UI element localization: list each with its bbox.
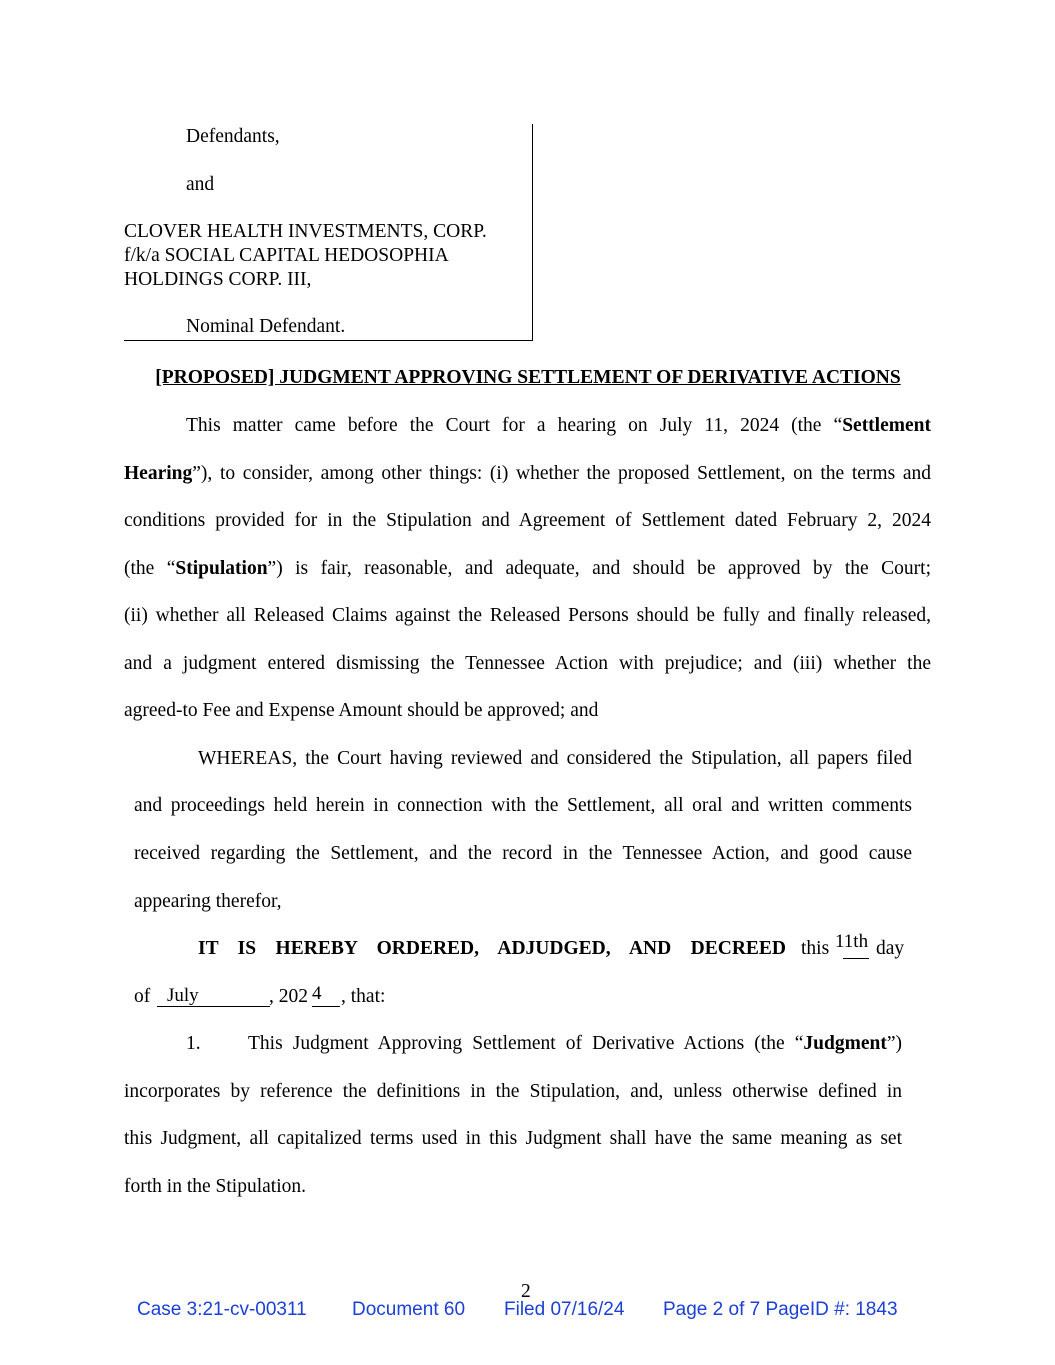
para1-l1-bold: Settlement xyxy=(842,415,931,436)
para2-line3: received regarding the Settlement, and the record in the Tennessee Action, and good cause xyxy=(134,843,912,864)
item1-line1 xyxy=(248,1033,902,1055)
decree-of: of xyxy=(134,986,151,1007)
footer-filed-date: Filed 07/16/24 xyxy=(504,1299,625,1320)
decree-bold xyxy=(198,938,786,960)
year-blank-line xyxy=(312,1006,340,1007)
para1-l4-post: ”) is fair, reasonable, and adequate, and should be approved by the Court; xyxy=(267,558,931,579)
para1-line7: agreed-to Fee and Expense Amount should be approved; and xyxy=(124,700,599,721)
item1-line2: incorporates by reference the definitions in the Stipulation, and, unless otherwise defined in xyxy=(124,1081,902,1102)
caption-defendants: Defendants, xyxy=(186,126,280,147)
para1-l2-bold: Hearing xyxy=(124,463,193,484)
caption-entity-line1: CLOVER HEALTH INVESTMENTS, CORP. xyxy=(124,221,487,242)
para2-line1: WHEREAS, the Court having reviewed and considered the Stipulation, all papers filed xyxy=(198,748,912,769)
footer-page-id: Page 2 of 7 PageID #: 1843 xyxy=(663,1299,898,1320)
item1-line4: forth in the Stipulation. xyxy=(124,1176,306,1197)
para1-l2-text: ”), to consider, among other things: (i) whether the proposed Settlement, on the terms and xyxy=(192,463,931,484)
caption-entity-line3: HOLDINGS CORP. III, xyxy=(124,269,312,290)
para1-line5: (ii) whether all Released Claims against the Released Persons should be fully and finally released, xyxy=(124,605,931,626)
para2-line4: appearing therefor, xyxy=(134,891,282,912)
decree-this: this xyxy=(801,938,830,959)
para1-l4-bold: Stipulation xyxy=(175,558,268,579)
footer-case-number: Case 3:21-cv-00311 xyxy=(137,1299,307,1320)
day-blank-line xyxy=(843,958,869,959)
para2-line2: and proceedings held herein in connection with the Settlement, all oral and written comments xyxy=(134,795,912,816)
footer-document: Document 60 xyxy=(352,1299,466,1320)
para1-line4 xyxy=(124,558,931,580)
caption-nominal-defendant: Nominal Defendant. xyxy=(186,316,346,337)
item1-l1-bold: Judgment xyxy=(803,1033,887,1054)
para1-line6: and a judgment entered dismissing the Tennessee Action with prejudice; and (iii) whether the xyxy=(124,653,931,674)
page-number: 2 xyxy=(521,1281,531,1302)
document-title: [PROPOSED] JUDGMENT APPROVING SETTLEMENT OF DERIVATIVE ACTIONS xyxy=(155,367,901,388)
day-fill: 11th xyxy=(835,931,869,952)
item1-line3: this Judgment, all capitalized terms used in this Judgment shall have the same meaning as set xyxy=(124,1128,902,1149)
caption-entity-line2: f/k/a SOCIAL CAPITAL HEDOSOPHIA xyxy=(124,245,449,266)
decree-that: , that: xyxy=(341,986,386,1007)
decree-day-word: day xyxy=(876,938,905,959)
item1-number: 1. xyxy=(186,1033,201,1054)
item1-l1-post: ”) xyxy=(886,1033,902,1054)
item1-l1-pre: This Judgment Approving Settlement of Derivative Actions (the “ xyxy=(248,1033,804,1054)
month-fill: July xyxy=(167,985,199,1006)
para1-line2 xyxy=(124,463,931,485)
para1-l1-text: This matter came before the Court for a hearing on July 11, 2024 (the “ xyxy=(186,415,843,436)
caption-and: and xyxy=(186,174,215,195)
decree-year-prefix: , 202 xyxy=(269,986,308,1007)
para1-line1 xyxy=(186,415,931,437)
para1-line3: conditions provided for in the Stipulation and Agreement of Settlement dated February 2, 2024 xyxy=(124,510,931,531)
para1-l4-pre: (the “ xyxy=(124,558,176,579)
decree-bold-text: IT IS HEREBY ORDERED, ADJUDGED, AND DECREED xyxy=(198,938,786,959)
year-fill: 4 xyxy=(312,983,322,1004)
